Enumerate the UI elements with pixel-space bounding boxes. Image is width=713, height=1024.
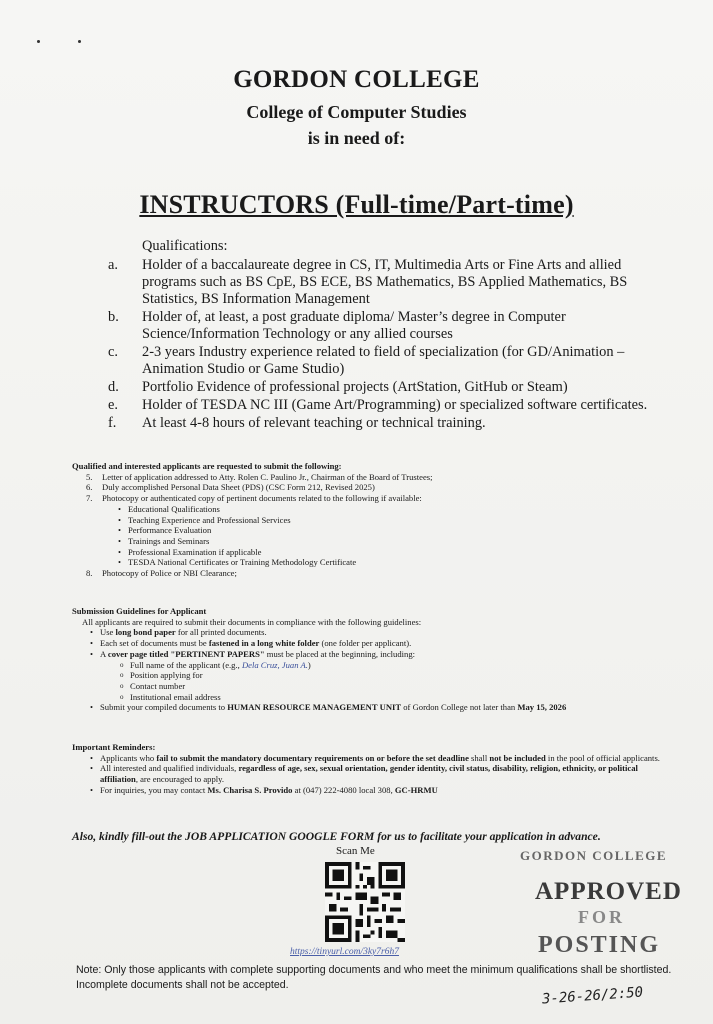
stamp-posting: POSTING	[538, 932, 661, 958]
google-form-link[interactable]: https://tinyurl.com/3ky7r6h7	[290, 947, 399, 957]
guideline-item	[72, 627, 672, 638]
text: )	[307, 659, 311, 670]
qualification-item	[108, 344, 653, 378]
item-label: a.	[108, 257, 118, 273]
shortlist-note: Note: Only those applicants with complete supporting documents and who meet the minimum qualifications shall be shortlisted. Incomplete documents shall not be accepted.	[76, 964, 672, 991]
qualifications-title: Qualifications:	[142, 238, 228, 254]
requirement-item	[72, 568, 672, 579]
stamp-college: GORDON COLLEGE	[520, 848, 668, 863]
text: Submit your compiled documents to	[100, 702, 228, 713]
text: , are encouraged to apply.	[135, 774, 225, 785]
handwritten-signature: 3-26-26/2:50	[541, 984, 644, 1008]
text: For inquiries, you may contact	[100, 784, 208, 795]
guideline-item	[72, 638, 672, 649]
item-text: Holder of, at least, a post graduate diploma/ Master’s degree in Computer Science/Information Technology or any allied courses	[142, 309, 566, 342]
requirement-item	[72, 472, 672, 483]
text: must be placed at the beginning, including:	[264, 648, 416, 659]
text: All interested and qualified individuals,	[100, 763, 239, 774]
guideline-item	[72, 649, 672, 660]
item-text: 2-3 years Industry experience related to field of specialization (for GD/Animation – Animation Studio or Game Studio)	[142, 344, 625, 377]
emphasis: GC-HRMU	[394, 784, 438, 795]
cover-page-subitem: o Contact number	[72, 681, 672, 692]
item-label: d.	[108, 379, 119, 395]
cover-page-subitem	[72, 660, 672, 671]
requirements-section	[72, 461, 672, 579]
item-number: 5.	[86, 471, 93, 482]
emphasis: Ms. Charisa S. Provido	[207, 784, 293, 795]
institution-name: GORDON COLLEGE	[233, 66, 480, 93]
document-subitem: • Teaching Experience and Professional Services	[72, 515, 672, 526]
department-name: College of Computer Studies	[246, 102, 467, 122]
scan-me-label: Scan Me	[336, 845, 375, 857]
requirement-item	[72, 482, 672, 493]
text: (one folder per applicant).	[319, 638, 412, 649]
guidelines-title: Submission Guidelines for Applicant	[72, 606, 207, 616]
stamp-approved: APPROVED	[535, 878, 682, 905]
text: of Gordon College not later than	[401, 702, 518, 713]
item-text: Letter of application addressed to Atty. Rolen C. Paulino Jr., Chairman of the Board of Trustees;	[102, 471, 433, 482]
text: Full name of the applicant (e.g.,	[130, 659, 242, 670]
text: at (047) 222-4080 local 308,	[292, 784, 395, 795]
text: Applicants who	[100, 752, 157, 763]
guideline-item	[72, 702, 672, 713]
reminder-item	[72, 763, 672, 784]
emphasis: fastened in a long white folder	[208, 638, 320, 649]
stamp-for: FOR	[578, 907, 625, 927]
requirement-item	[72, 493, 672, 504]
qualifications-list	[108, 238, 653, 433]
item-label: c.	[108, 344, 118, 360]
item-text: Photocopy or authenticated copy of pertinent documents related to the following if available:	[102, 493, 422, 504]
document-subitem: • Trainings and Seminars	[72, 536, 672, 547]
text: shall	[468, 752, 490, 763]
text: A	[100, 648, 108, 659]
emphasis: HUMAN RESOURCE MANAGEMENT UNIT	[227, 702, 402, 713]
qualification-item	[108, 257, 653, 308]
item-label: b.	[108, 309, 119, 325]
qr-code-icon[interactable]	[325, 862, 405, 942]
item-number: 6.	[86, 482, 93, 493]
requirements-title: Qualified and interested applicants are requested to submit the following:	[72, 461, 342, 471]
item-label: f.	[108, 415, 117, 431]
emphasis: regardless of age, sex, sexual orientation, gender identity, civil status, disability, religion, ethnicity, or political affiliation	[100, 763, 638, 785]
guidelines-section	[72, 606, 672, 713]
scan-speck	[37, 40, 40, 43]
qualification-item	[108, 397, 653, 414]
cover-page-subitem: o Position applying for	[72, 670, 672, 681]
item-text: Portfolio Evidence of professional projects (ArtStation, GitHub or Steam)	[142, 379, 568, 395]
google-form-notice: Also, kindly fill-out the JOB APPLICATION GOOGLE FORM for us to facilitate your application in advance.	[72, 830, 601, 843]
qualification-item	[108, 415, 653, 432]
item-number: 7.	[86, 493, 93, 504]
reminders-title: Important Reminders:	[72, 742, 156, 752]
item-label: e.	[108, 397, 118, 413]
document-subitem: • Professional Examination if applicable	[72, 547, 672, 558]
guidelines-intro: All applicants are required to submit their documents in compliance with the following guidelines:	[82, 616, 422, 627]
text: for all printed documents.	[175, 627, 267, 638]
reminder-item	[72, 753, 672, 764]
item-text: Holder of a baccalaureate degree in CS, IT, Multimedia Arts or Fine Arts and allied programs such as BS CpE, BS ECE, BS Mathematics, BS Applied Mathematics, BS Statistics, BS Information Management	[142, 257, 628, 307]
tagline: is in need of:	[307, 128, 406, 148]
cover-page-subitem: o Institutional email address	[72, 692, 672, 703]
position-title: INSTRUCTORS (Full-time/Part-time)	[139, 190, 574, 219]
emphasis: not be included	[489, 752, 546, 763]
item-text: Photocopy of Police or NBI Clearance;	[102, 568, 237, 579]
document-subitem: • Educational Qualifications	[72, 504, 672, 515]
emphasis: cover page titled "PERTINENT PAPERS"	[107, 648, 265, 659]
reminders-section	[72, 742, 672, 796]
text: Each set of documents must be	[100, 638, 209, 649]
item-text: Duly accomplished Personal Data Sheet (PDS) (CSC Form 212, Revised 2025)	[102, 482, 375, 493]
example-name: Dela Cruz, Juan A.	[241, 659, 308, 670]
reminder-item	[72, 785, 672, 796]
text: in the pool of official applicants.	[545, 752, 660, 763]
item-text: At least 4-8 hours of relevant teaching or technical training.	[142, 415, 486, 431]
qualification-item	[108, 379, 653, 396]
item-text: Holder of TESDA NC III (Game Art/Programming) or specialized software certificates.	[142, 397, 648, 413]
deadline: May 15, 2026	[517, 702, 567, 713]
emphasis: long bond paper	[115, 627, 176, 638]
emphasis: fail to submit the mandatory documentary requirements on or before the set deadline	[156, 752, 469, 763]
scan-speck	[78, 40, 81, 43]
text: Use	[100, 627, 116, 638]
qualification-item	[108, 309, 653, 343]
item-number: 8.	[86, 568, 93, 579]
document-subitem: • Performance Evaluation	[72, 525, 672, 536]
document-subitem: • TESDA National Certificates or Training Methodology Certificate	[72, 557, 672, 568]
